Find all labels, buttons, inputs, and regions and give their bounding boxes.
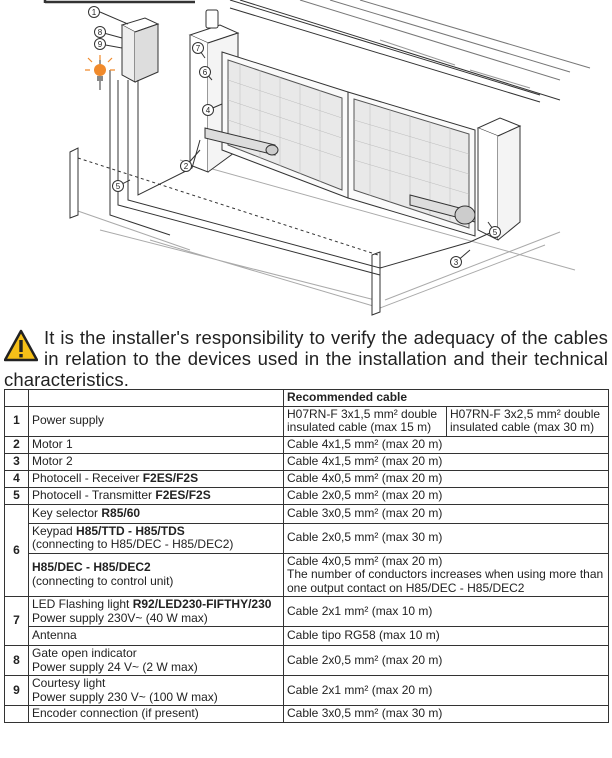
warning-triangle-icon (4, 329, 38, 363)
column-header-recommended-cable: Recommended cable (284, 390, 609, 407)
table-row: 4 Photocell - Receiver F2ES/F2S Cable 4x0,5 mm² (max 20 m) (5, 470, 609, 487)
callout-5-left (113, 181, 124, 192)
warning-note (4, 327, 608, 390)
table-row: 9 Courtesy light Power supply 230 V~ (100 W max) Cable 2x1 mm² (max 20 m) (5, 676, 609, 706)
callout-5-right (490, 227, 501, 238)
callout-6 (200, 67, 211, 78)
table-row: Encoder connection (if present) Cable 3x0,5 mm² (max 30 m) (5, 706, 609, 723)
warning-text: It is the installer's responsibility to verify the adequacy of the cables in relation to the devices used in the installation and their technical characteristics. (4, 327, 608, 390)
callout-8 (95, 27, 106, 38)
installation-diagram (0, 0, 612, 325)
svg-text:9: 9 (97, 40, 103, 49)
callout-4 (203, 105, 214, 116)
callout-2 (181, 161, 192, 172)
table-row: 5 Photocell - Transmitter F2ES/F2S Cable 2x0,5 mm² (max 20 m) (5, 487, 609, 504)
table-row: Antenna Cable tipo RG58 (max 10 m) (5, 627, 609, 646)
callout-9 (95, 39, 106, 50)
cable-table (4, 389, 609, 723)
svg-text:8: 8 (97, 28, 103, 37)
table-header-row (5, 390, 609, 407)
table-row: 7 LED Flashing light R92/LED230-FIFTHY/230 Power supply 230V~ (40 W max) Cable 2x1 mm² (max 10 m) (5, 597, 609, 627)
svg-text:5: 5 (115, 182, 121, 191)
svg-text:6: 6 (202, 68, 208, 77)
svg-text:7: 7 (195, 44, 201, 53)
table-row: 8 Gate open indicator Power supply 24 V~ (2 W max) Cable 2x0,5 mm² (max 20 m) (5, 646, 609, 676)
svg-text:5: 5 (492, 228, 498, 237)
svg-text:4: 4 (205, 106, 211, 115)
svg-text:3: 3 (453, 258, 459, 267)
table-row: 3 Motor 2 Cable 4x1,5 mm² (max 20 m) (5, 453, 609, 470)
table-row: 6 Key selector R85/60 Cable 3x0,5 mm² (max 20 m) (5, 504, 609, 523)
callout-1 (89, 7, 100, 18)
table-row: 2 Motor 1 Cable 4x1,5 mm² (max 20 m) (5, 436, 609, 453)
table-row: 1 Power supply H07RN-F 3x1,5 mm² double insulated cable (max 15 m) H07RN-F 3x2,5 mm² double insulated cable (max 30 m) (5, 406, 609, 436)
table-row: Keypad H85/TTD - H85/TDS (connecting to H85/DEC - H85/DEC2) Cable 2x0,5 mm² (max 30 m) (5, 523, 609, 553)
svg-text:1: 1 (91, 8, 97, 17)
callout-7 (193, 43, 204, 54)
svg-text:2: 2 (183, 162, 189, 171)
table-row: H85/DEC - H85/DEC2 (connecting to control unit) Cable 4x0,5 mm² (max 20 m) The number of conductors increases when using more than one output contact on H85/DEC - H85/DEC2 (5, 553, 609, 597)
callout-3 (451, 257, 462, 268)
